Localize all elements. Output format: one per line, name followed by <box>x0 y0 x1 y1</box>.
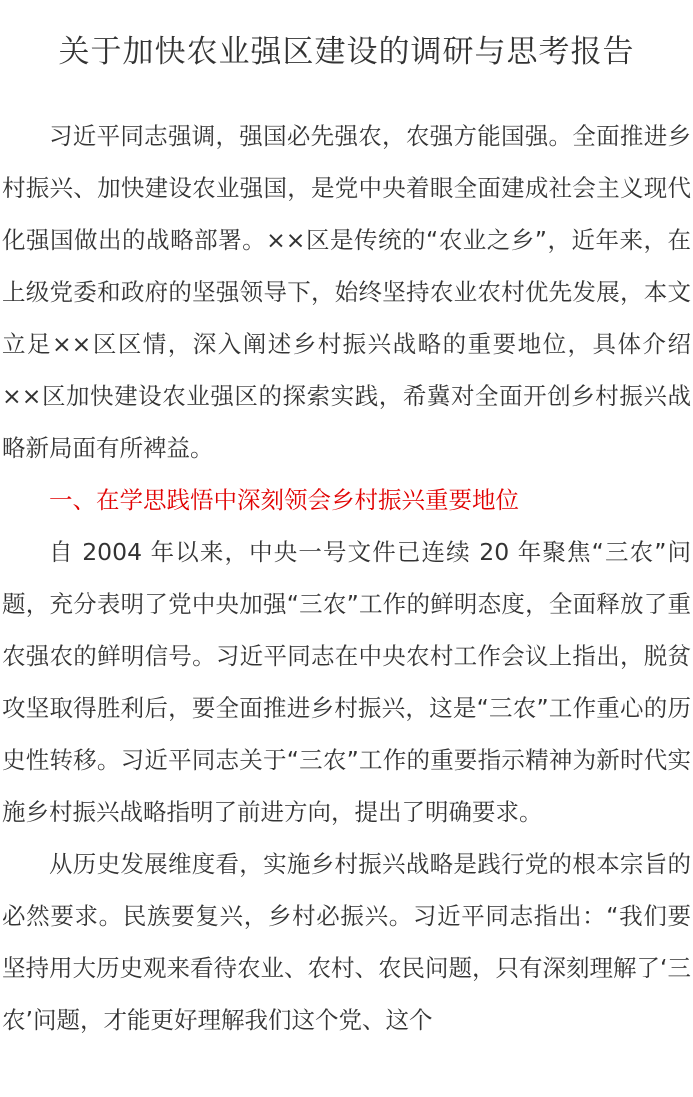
section-paragraph-1: 自 2004 年以来，中央一号文件已连续 20 年聚焦“三农”问题，充分表明了党中央加强“三农”工作的鲜明态度，全面释放了重农强农的鲜明信号。习近平同志在中央农村工作会议上指出，脱贫攻坚取得胜利后，要全面推进乡村振兴，这是“三农”工作重心的历史性转移。习近平同志关于“三农”工作的重要指示精神为新时代实施乡村振兴战略指明了前进方向，提出了明确要求。 <box>2 538 691 826</box>
section-heading: 一、在学思践悟中深刻领会乡村振兴重要地位 <box>49 486 519 514</box>
intro-paragraph: 习近平同志强调，强国必先强农，农强方能国强。全面推进乡村振兴、加快建设农业强国，是党中央着眼全面建成社会主义现代化强国做出的战略部署。××区是传统的“农业之乡”，近年来，在上级党委和政府的坚强领导下，始终坚持农业农村优先发展，本文立足××区区情，深入阐述乡村振兴战略的重要地位，具体介绍××区加快建设农业强区的探索实践，希冀对全面开创乡村振兴战略新局面有所裨益。 <box>2 122 691 462</box>
article-body <box>2 110 691 1046</box>
article-title: 关于加快农业强区建设的调研与思考报告 <box>58 34 635 70</box>
section-paragraph-2: 从历史发展维度看，实施乡村振兴战略是践行党的根本宗旨的必然要求。民族要复兴，乡村必振兴。习近平同志指出：“我们要坚持用大历史观来看待农业、农村、农民问题，只有深刻理解了‘三农’问题，才能更好理解我们这个党、这个 <box>2 850 691 1034</box>
